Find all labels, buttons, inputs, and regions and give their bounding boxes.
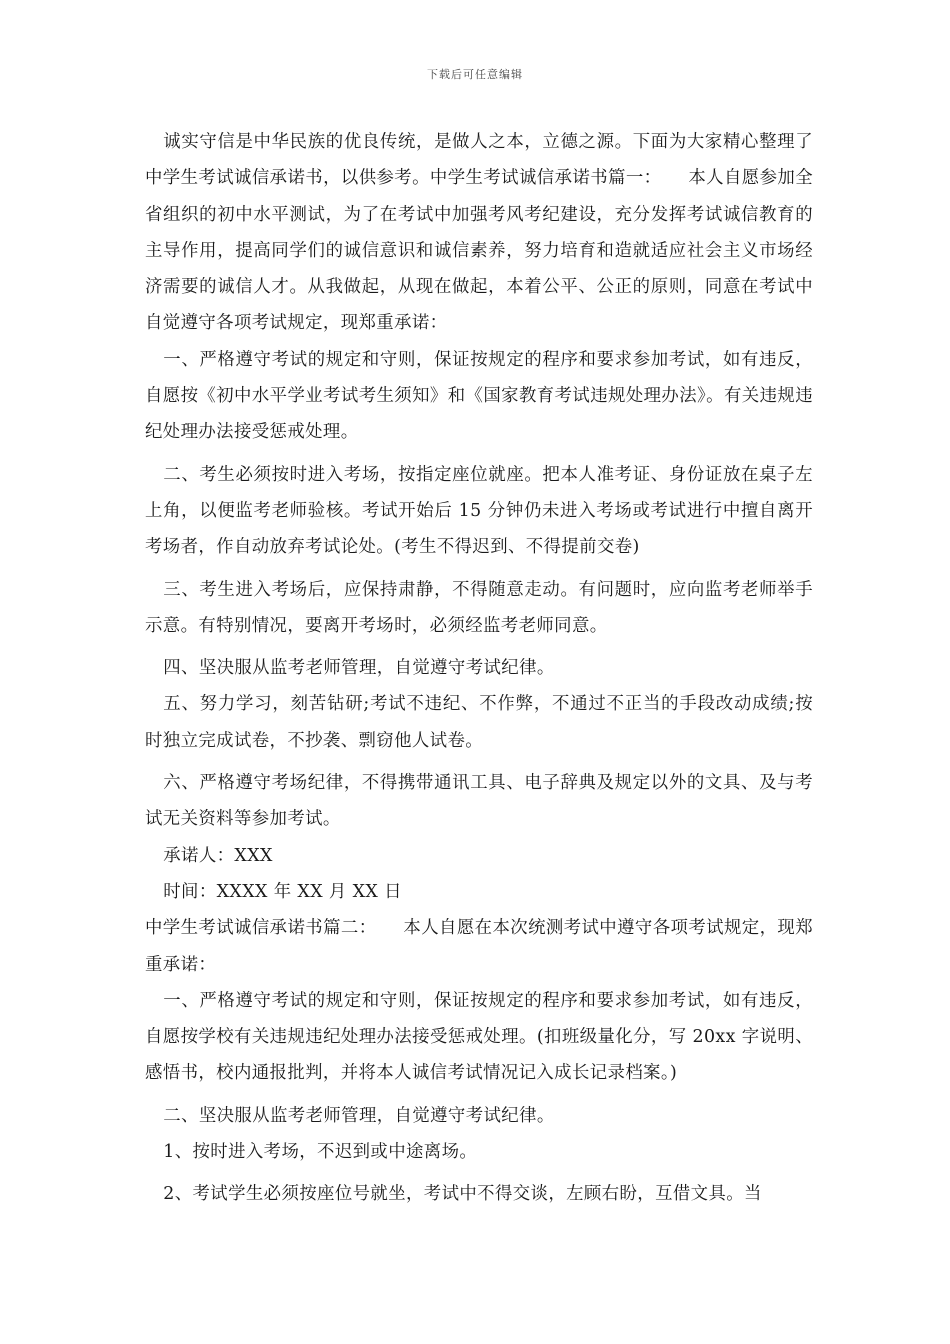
section-two-subitem-2: 2、考试学生必须按座位号就坐，考试中不得交谈，左顾右盼，互借文具。当 [163, 1184, 762, 1205]
pledge-item-4: 四、坚决服从监考老师管理，自觉遵守考试纪律。 [163, 658, 555, 679]
section-two-heading: 中学生考试诚信承诺书篇二： 本人自愿在本次统测考试中遵守各项考试规定，现郑重承诺： [145, 918, 813, 975]
pledge-item-3: 三、考生进入考场后，应保持肃静，不得随意走动。有问题时，应向监考老师举手示意。有特别情况，要离开考场时，必须经监考老师同意。 [145, 579, 813, 636]
document-body [145, 124, 813, 1213]
intro-paragraph: 诚实守信是中华民族的优良传统，是做人之本，立德之源。下面为大家精心整理了中学生考试诚信承诺书，以供参考。中学生考试诚信承诺书篇一： 本人自愿参加全省组织的初中水平测试，为了在考试中加强考风考纪建设，充分发挥考试诚信教育的主导作用，提高同学们的诚信意识和诚信素养，努力培育和造就适应社会主义市场经济需要的诚信人才。从我做起，从现在做起，本着公平、公正的原则，同意在考试中自觉遵守各项考试规定，现郑重承诺： [145, 132, 813, 334]
section-two-subitem-1: 1、按时进入考场，不迟到或中途离场。 [163, 1142, 478, 1163]
pledge-item-1: 一、严格遵守考试的规定和守则，保证按规定的程序和要求参加考试，如有违反，自愿按《初中水平学业考试考生须知》和《国家教育考试违规处理办法》。有关违规违纪处理办法接受惩戒处理。 [145, 349, 813, 443]
pledge-item-5: 五、努力学习，刻苦钻研;考试不违纪、不作弊，不通过不正当的手段改动成绩;按时独立完成试卷，不抄袭、剽窃他人试卷。 [145, 694, 813, 751]
pledge-item-2: 二、考生必须按时进入考场，按指定座位就座。把本人准考证、身份证放在桌子左上角，以便监考老师验核。考试开始后 15 分钟仍未进入考场或考试进行中擅自离开考场者，作自动放弃考试论处。(考生不得迟到、不得提前交卷) [145, 464, 813, 558]
pledge-item-6: 六、严格遵守考场纪律，不得携带通讯工具、电子辞典及规定以外的文具、及与考试无关资料等参加考试。 [145, 773, 813, 830]
section-two-item-1: 一、严格遵守考试的规定和守则，保证按规定的程序和要求参加考试，如有违反，自愿按学校有关违规违纪处理办法接受惩戒处理。(扣班级量化分，写 20xx 字说明、感悟书，校内通报批判，并将本人诚信考试情况记入成长记录档案。) [145, 990, 813, 1084]
signer-line: 承诺人：XXX [163, 845, 273, 866]
section-two-item-2: 二、坚决服从监考老师管理，自觉遵守考试纪律。 [163, 1105, 555, 1126]
date-line: 时间：XXXX 年 XX 月 XX 日 [163, 881, 402, 902]
page-header: 下载后可任意编辑 [427, 68, 523, 81]
